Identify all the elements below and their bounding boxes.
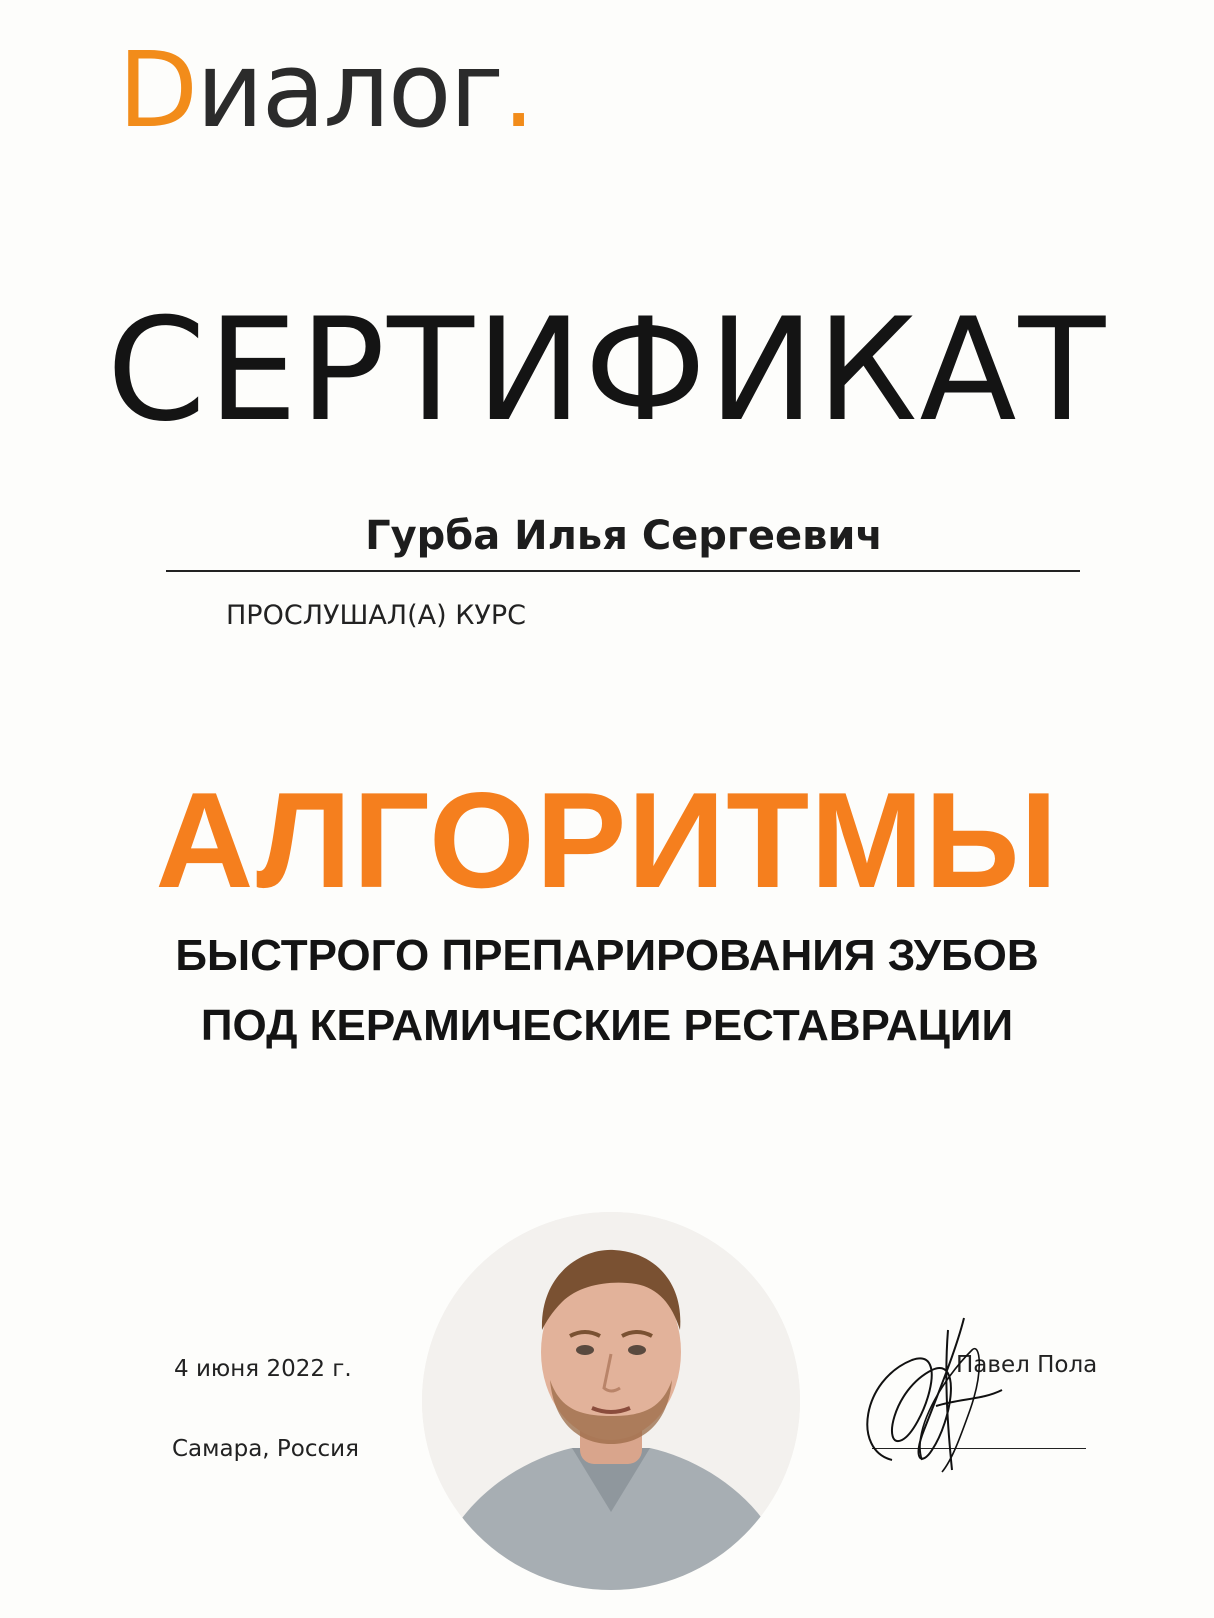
attended-course-label: ПРОСЛУШАЛ(А) КУРС	[226, 600, 526, 631]
logo-rest: иалог	[196, 29, 503, 151]
logo-first-letter: D	[118, 29, 197, 151]
instructor-photo	[422, 1212, 800, 1590]
certificate-title: СЕРТИФИКАТ	[106, 288, 1108, 453]
issue-place: Самара, Россия	[172, 1436, 359, 1462]
handwritten-signature-icon	[852, 1310, 1012, 1480]
dialog-logo	[118, 29, 534, 151]
issue-date: 4 июня 2022 г.	[174, 1356, 352, 1382]
course-title-line-1: БЫСТРОГО ПРЕПАРИРОВАНИЯ ЗУБОВ	[175, 931, 1039, 980]
logo-dot: .	[502, 29, 534, 151]
course-title-line-2: ПОД КЕРАМИЧЕСКИЕ РЕСТАВРАЦИИ	[200, 1001, 1014, 1050]
signer-name: Павел Пола	[956, 1352, 1098, 1378]
course-title-main: АЛГОРИТМЫ	[155, 764, 1059, 916]
recipient-underline	[166, 570, 1080, 572]
recipient-name: Гурба Илья Сергеевич	[365, 513, 883, 559]
